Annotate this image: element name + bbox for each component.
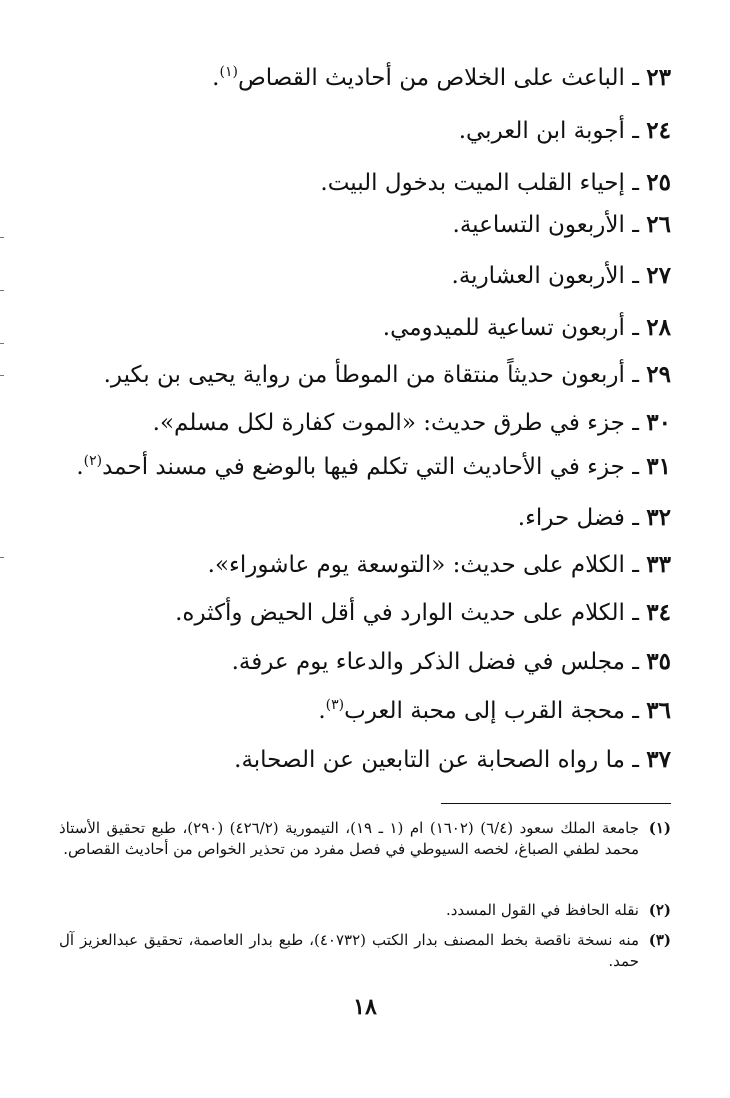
scan-edge-mark [0, 237, 4, 238]
item-dash: ـ [632, 170, 639, 196]
item-number: ٣٢ [646, 504, 671, 531]
item-dash: ـ [632, 698, 639, 724]
footnote-divider [441, 803, 671, 804]
item-text: جزء في طرق حديث: «الموت كفارة لكل مسلم» [159, 410, 625, 436]
list-item: ٣٢ ـ فضل حراء. [517, 504, 671, 531]
item-number: ٣١ [646, 453, 671, 480]
item-dash: ـ [632, 315, 639, 341]
item-dash: ـ [632, 65, 639, 91]
item-number: ٢٥ [646, 169, 671, 196]
footnote-ref: (٢) [83, 453, 103, 469]
list-item: ٣٤ ـ الكلام على حديث الوارد في أقل الحيض وأكثره. [175, 599, 671, 626]
item-dash: ـ [632, 454, 639, 480]
item-text: أربعون تساعية للميدومي [390, 315, 625, 341]
footnote-text: جامعة الملك سعود (٦/٤) (١٦٠٢) ام (١ ـ ١٩)، التيمورية (٤٢٦/٢) (٢٩٠)، طبع تحقيق الأستاذ محمد لطفي الصباغ، لخصه السيوطي في فصل مفرد من تحذير الخواص من أحاديث القصاص. [59, 819, 640, 858]
list-item: ٣٧ ـ ما رواه الصحابة عن التابعين عن الصحابة. [234, 746, 671, 773]
item-text: إحياء القلب الميت بدخول البيت [327, 170, 625, 196]
item-number: ٣٤ [646, 599, 671, 626]
item-text: ما رواه الصحابة عن التابعين عن الصحابة [241, 747, 625, 773]
item-number: ٢٩ [646, 361, 671, 388]
item-text: جزء في الأحاديث التي تكلم فيها بالوضع في مسند أحمد [102, 454, 625, 480]
list-item: ٢٧ ـ الأربعون العشارية. [451, 262, 671, 289]
list-item: ٣٥ ـ مجلس في فضل الذكر والدعاء يوم عرفة. [231, 648, 671, 675]
list-item: ٣٣ ـ الكلام على حديث: «التوسعة يوم عاشوراء». [207, 551, 671, 578]
list-item: ٣٠ ـ جزء في طرق حديث: «الموت كفارة لكل مسلم». [152, 409, 671, 436]
item-number: ٣٧ [646, 746, 671, 773]
item-number: ٣٠ [646, 409, 671, 436]
item-text: أربعون حديثاً منتقاة من الموطأ من رواية يحيى بن بكير [110, 362, 625, 388]
scan-edge-mark [0, 343, 4, 344]
footnote [59, 900, 671, 921]
list-item: ٢٤ ـ أجوبة ابن العربي. [458, 117, 671, 144]
item-text: محجة القرب إلى محبة العرب [344, 698, 625, 724]
item-dash: ـ [632, 263, 639, 289]
item-dash: ـ [632, 362, 639, 388]
footnote-ref: (١) [219, 64, 238, 80]
footnote-number: (٢) [648, 901, 671, 919]
item-text: مجلس في فضل الذكر والدعاء يوم عرفة [238, 649, 625, 675]
list-item: ٢٨ ـ أربعون تساعية للميدومي. [382, 314, 671, 341]
list-item: ٢٥ ـ إحياء القلب الميت بدخول البيت. [320, 169, 671, 196]
scan-edge-mark [0, 557, 4, 558]
item-text: الأربعون العشارية [458, 263, 625, 289]
item-number: ٢٨ [646, 314, 671, 341]
item-text: الكلام على حديث: «التوسعة يوم عاشوراء» [214, 552, 625, 578]
item-dash: ـ [632, 747, 639, 773]
list-item: ٣٦ ـ محجة القرب إلى محبة العرب$^{(٣)}$. [318, 697, 671, 724]
item-number: ٣٣ [646, 551, 671, 578]
list-item: ٢٦ ـ الأربعون التساعية. [452, 211, 671, 238]
item-text: فضل حراء [525, 505, 625, 531]
item-number: ٣٦ [646, 697, 671, 724]
item-number: ٢٤ [646, 117, 671, 144]
footnote-number: (٣) [648, 931, 671, 949]
scan-edge-mark [0, 375, 4, 376]
item-number: ٢٧ [646, 262, 671, 289]
list-item: ٢٣ ـ الباعث على الخلاص من أحاديث القصاص$^{(١)}$. [212, 64, 671, 91]
list-item: ٢٩ ـ أربعون حديثاً منتقاة من الموطأ من رواية يحيى بن بكير. [103, 361, 671, 388]
footnote [59, 818, 671, 860]
item-text: أجوبة ابن العربي [466, 118, 625, 144]
item-dash: ـ [632, 410, 639, 436]
scan-edge-mark [0, 290, 4, 291]
footnote-text: منه نسخة ناقصة بخط المصنف بدار الكتب (٤٠٧٣٢)، طبع بدار العاصمة، تحقيق عبدالعزيز آل حمد. [59, 931, 639, 970]
item-dash: ـ [632, 118, 639, 144]
item-dash: ـ [632, 505, 639, 531]
footnote-number: (١) [648, 819, 671, 837]
item-text: الأربعون التساعية [459, 212, 625, 238]
item-number: ٣٥ [646, 648, 671, 675]
item-dash: ـ [632, 600, 639, 626]
list-item: ٣١ ـ جزء في الأحاديث التي تكلم فيها بالوضع في مسند أحمد$^{(٢)}$. [76, 453, 671, 480]
item-text: الكلام على حديث الوارد في أقل الحيض وأكثره [182, 600, 625, 626]
item-text: الباعث على الخلاص من أحاديث القصاص [237, 65, 625, 91]
item-dash: ـ [632, 212, 639, 238]
item-dash: ـ [632, 552, 639, 578]
item-number: ٢٣ [646, 64, 671, 91]
footnote-text: نقله الحافظ في القول المسدد. [445, 901, 639, 919]
footnote [59, 930, 671, 972]
item-dash: ـ [632, 649, 639, 675]
footnote-ref: (٣) [325, 697, 345, 713]
item-number: ٢٦ [646, 211, 671, 238]
page-number: ١٨ [353, 994, 377, 1020]
